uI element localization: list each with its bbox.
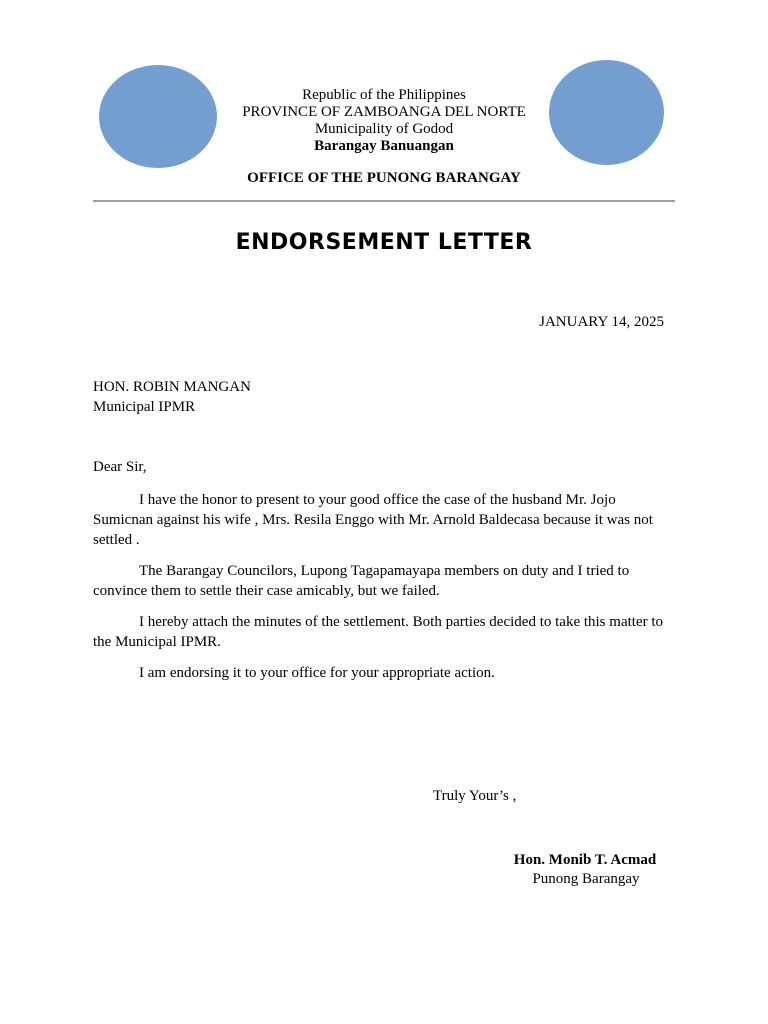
letterhead [184, 87, 584, 155]
letterhead-municipality: Municipality of Godod [314, 121, 454, 137]
header-divider [93, 200, 675, 202]
body-paragraph: I have the honor to present to your good office the case of the husband Mr. Jojo Sumicnan against his wife , Mrs. Resila Enggo with Mr. Arnold Baldecasa because it was not settled . [93, 492, 653, 548]
salutation: Dear Sir, [93, 459, 147, 475]
body-paragraph: I am endorsing it to your office for your appropriate action. [139, 665, 495, 681]
complimentary-close: Truly Your’s , [433, 788, 517, 804]
signature-block [480, 851, 690, 889]
letterhead-country: Republic of the Philippines [302, 87, 466, 103]
body-paragraph: I hereby attach the minutes of the settlement. Both parties decided to take this matter to the Municipal IPMR. [93, 614, 664, 650]
signer-name: Hon. Monib T. Acmad [513, 852, 657, 868]
addressee-name: HON. ROBIN MANGAN [93, 379, 251, 395]
letterhead-barangay: Barangay Banuangan [314, 138, 454, 154]
document-title: ENDORSEMENT LETTER [235, 230, 533, 255]
signer-position: Punong Barangay [532, 871, 640, 887]
letter-date: JANUARY 14, 2025 [539, 314, 664, 330]
letterhead-province: PROVINCE OF ZAMBOANGA DEL NORTE [242, 104, 526, 120]
letter-body [93, 490, 673, 694]
office-title: OFFICE OF THE PUNONG BARANGAY [247, 170, 521, 186]
addressee-position: Municipal IPMR [93, 399, 196, 415]
addressee-block [93, 377, 251, 417]
body-paragraph: The Barangay Councilors, Lupong Tagapamayapa members on duty and I tried to convince them to settle their case amicably, but we failed. [93, 563, 630, 599]
